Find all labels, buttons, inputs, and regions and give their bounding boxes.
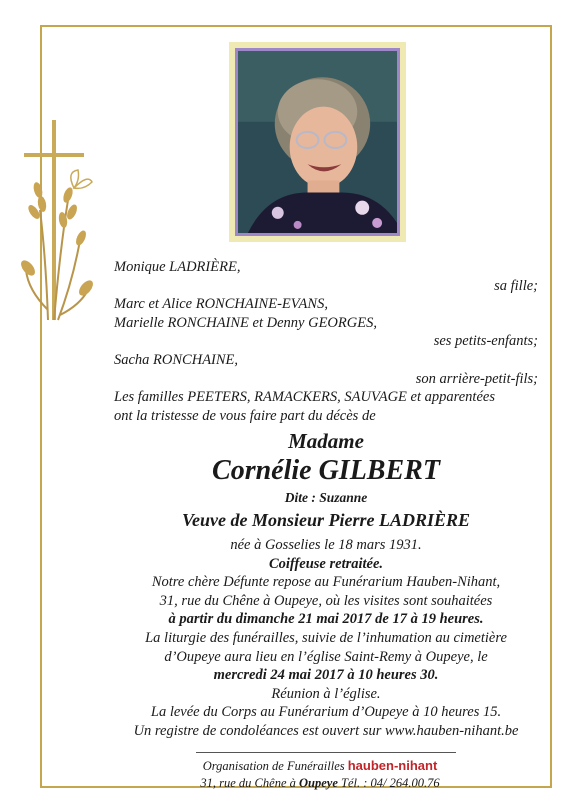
brand-logo: hauben-nihant xyxy=(347,758,438,773)
portrait-frame xyxy=(229,42,406,242)
funeral-details xyxy=(114,536,538,741)
details-line: Coiffeuse retraitée. xyxy=(268,555,384,572)
family-line: Marielle RONCHAINE et Denny GEORGES, xyxy=(114,314,377,331)
details-line: La liturgie des funérailles, suivie de l’inhumation au cimetière xyxy=(145,629,507,646)
deceased-alias: Dite : Suzanne xyxy=(284,490,368,505)
deceased-block xyxy=(114,428,538,532)
details-line: Un registre de condoléances est ouvert sur www.hauben-nihant.be xyxy=(133,722,519,739)
details-line: Réunion à l’église. xyxy=(271,685,381,702)
family-list xyxy=(114,258,538,425)
details-line: Notre chère Défunte repose au Funérarium Hauben-Nihant, xyxy=(151,574,501,591)
family-line: son arrière-petit-fils; xyxy=(415,370,538,387)
cross-with-wheat-and-butterfly-icon xyxy=(18,120,98,330)
footer-address xyxy=(160,776,480,791)
details-line: née à Gosselies le 18 mars 1931. xyxy=(230,537,422,553)
family-line: ont la tristesse de vous faire part du décès de xyxy=(114,407,376,424)
portrait-photo xyxy=(235,48,400,236)
footer-address-prefix: 31, rue du Chêne à xyxy=(200,776,296,790)
family-line: Marc et Alice RONCHAINE-EVANS, xyxy=(114,296,328,313)
details-line: 31, rue du Chêne à Oupeye, où les visites sont souhaitées xyxy=(159,592,493,609)
details-line: mercredi 24 mai 2017 à 10 heures 30. xyxy=(213,667,439,684)
family-line: sa fille; xyxy=(494,277,538,294)
family-line: Sacha RONCHAINE, xyxy=(114,351,239,368)
family-line: Monique LADRIÈRE, xyxy=(114,259,241,275)
footer-organisation xyxy=(160,758,480,774)
widow-line: Veuve de Monsieur Pierre LADRIÈRE xyxy=(181,510,471,530)
footer-phone: Tél. : 04/ 264.00.76 xyxy=(341,776,440,790)
deceased-name: Cornélie GILBERT xyxy=(212,455,440,486)
details-line: La levée du Corps au Funérarium d’Oupeye à 10 heures 15. xyxy=(150,704,502,721)
footer-divider xyxy=(196,752,456,753)
family-line: ses petits-enfants; xyxy=(433,333,538,350)
details-line: d’Oupeye aura lieu en l’église Saint-Remy à Oupeye, le xyxy=(164,648,488,665)
footer-address-town: Oupeye xyxy=(299,776,338,790)
details-line: à partir du dimanche 21 mai 2017 de 17 à 19 heures. xyxy=(168,611,484,628)
deceased-title: Madame xyxy=(288,429,364,453)
footer-org-prefix: Organisation de Funérailles xyxy=(202,759,345,773)
family-line: Les familles PEETERS, RAMACKERS, SAUVAGE et apparentées xyxy=(114,389,495,406)
